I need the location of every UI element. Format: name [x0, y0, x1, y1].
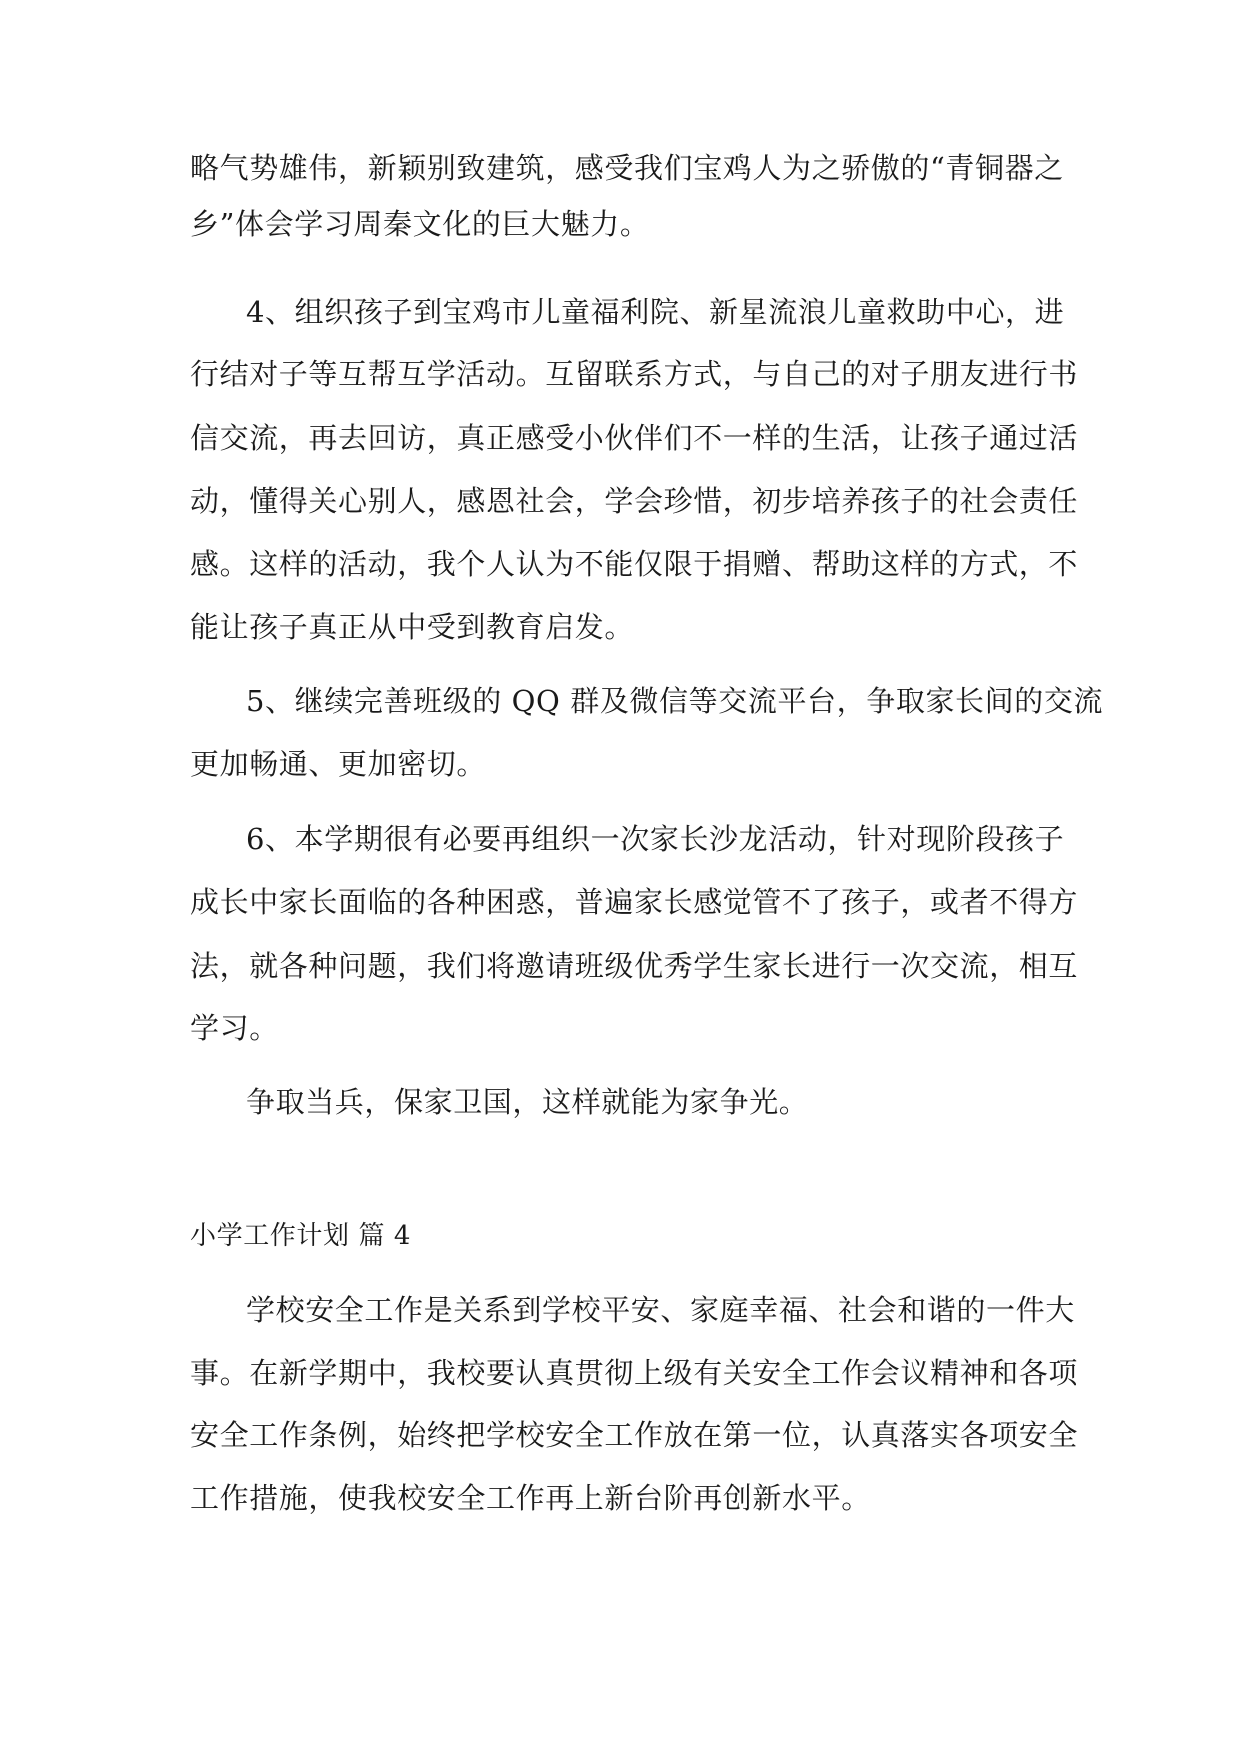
paragraph-line: 能让孩子真正从中受到教育启发。 [190, 610, 635, 644]
paragraph-line: 法，就各种问题，我们将邀请班级优秀学生家长进行一次交流，相互 [190, 949, 1079, 983]
paragraph-line: 4、组织孩子到宝鸡市儿童福利院、新星流浪儿童救助中心，进 [246, 295, 1065, 329]
paragraph-line: 行结对子等互帮互学活动。互留联系方式，与自己的对子朋友进行书 [190, 357, 1079, 391]
paragraph-line: 争取当兵，保家卫国，这样就能为家争光。 [246, 1085, 809, 1119]
paragraph-line: 6、本学期很有必要再组织一次家长沙龙活动，针对现阶段孩子 [246, 822, 1065, 856]
paragraph-line: 信交流，再去回访，真正感受小伙伴们不一样的生活，让孩子通过活 [190, 421, 1079, 455]
paragraph-line: 乡”体会学习周秦文化的巨大魅力。 [190, 207, 650, 241]
paragraph-line: 更加畅通、更加密切。 [190, 747, 487, 781]
paragraph-line: 工作措施，使我校安全工作再上新台阶再创新水平。 [190, 1481, 871, 1515]
paragraph-line: 5、继续完善班级的 QQ 群及微信等交流平台，争取家长间的交流 [246, 684, 1104, 718]
paragraph-line: 学校安全工作是关系到学校平安、家庭幸福、社会和谐的一件大 [246, 1293, 1075, 1327]
section-heading: 小学工作计划 篇 4 [190, 1221, 412, 1251]
paragraph-line: 安全工作条例，始终把学校安全工作放在第一位，认真落实各项安全 [190, 1418, 1079, 1452]
paragraph-line: 学习。 [190, 1011, 279, 1045]
paragraph-line: 事。在新学期中，我校要认真贯彻上级有关安全工作会议精神和各项 [190, 1356, 1079, 1390]
paragraph-line: 感。这样的活动，我个人认为不能仅限于捐赠、帮助这样的方式，不 [190, 547, 1079, 581]
paragraph-line: 成长中家长面临的各种困惑，普遍家长感觉管不了孩子，或者不得方 [190, 885, 1079, 919]
paragraph-line: 略气势雄伟，新颖别致建筑，感受我们宝鸡人为之骄傲的“青铜器之 [190, 151, 1064, 185]
paragraph-line: 动，懂得关心别人，感恩社会，学会珍惜，初步培养孩子的社会责任 [190, 484, 1079, 518]
